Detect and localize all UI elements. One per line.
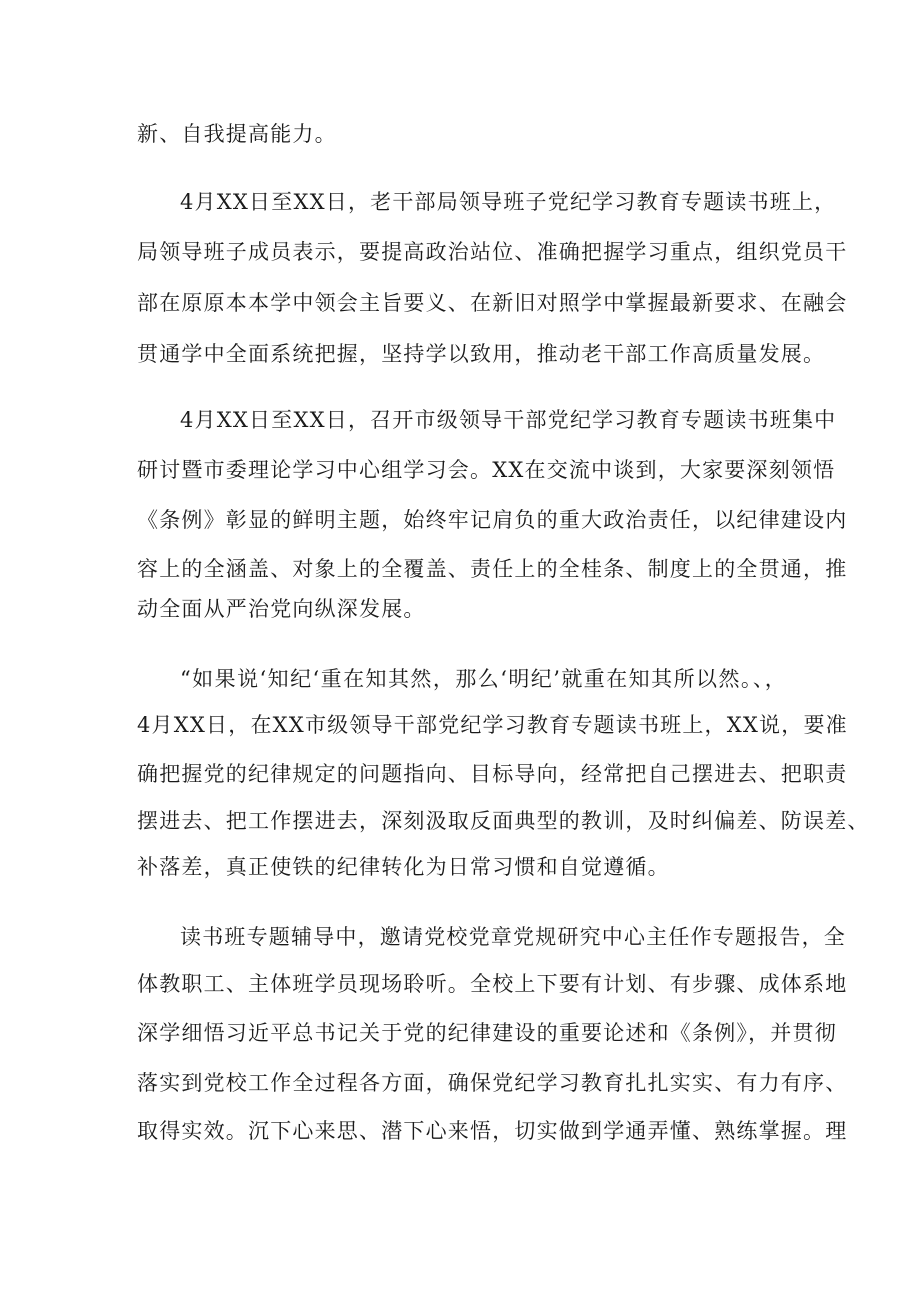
paragraph-4-line-1: “如果说‘知纪‘重在知其然，那么‘明纪’就重在知其所以然。、，	[180, 667, 787, 691]
paragraph-3-line-3: 《条例》彰显的鲜明主题，始终牢记肩负的重大政治责任，以纪律建设内	[137, 508, 848, 532]
paragraph-3-line-2: 研讨暨市委理论学习中心组学习会。XX在交流中谈到，大家要深刻领悟	[137, 458, 836, 482]
paragraph-2-line-3: 部在原原本本学中领会主旨要义、在新旧对照学中掌握最新要求、在融会	[137, 291, 848, 315]
paragraph-5-line-3: 深学细悟习近平总书记关于党的纪律建设的重要论述和《条例》，并贯彻	[137, 1021, 837, 1045]
paragraph-2-line-4: 贯通学中全面系统把握，坚持学以致用，推动老干部工作高质量发展。	[137, 342, 826, 366]
paragraph-5-line-5: 取得实效。沉下心来思、潜下心来悟，切实做到学通弄懂、熟练掌握。理	[137, 1119, 848, 1143]
paragraph-3-line-1: 4月XX日至XX日，召开市级领导干部党纪学习教育专题读书班集中	[180, 408, 837, 432]
paragraph-4-line-2: 4月XX日，在XX市级领导干部党纪学习教育专题读书班上，XX说，要准	[137, 713, 848, 737]
paragraph-4-line-4: 摆进去、把工作摆进去，深刻汲取反面典型的教训，及时纠偏差、防误差、	[137, 809, 870, 833]
paragraph-2-line-1: 4月XX日至XX日，老干部局领导班子党纪学习教育专题读书班上，	[180, 190, 837, 214]
paragraph-5-line-2: 体教职工、主体班学员现场聆听。全校上下要有计划、有步骤、成体系地	[137, 972, 848, 996]
paragraph-2-line-2: 局领导班子成员表示，要提高政治站位、准确把握学习重点，组织党员干	[137, 240, 848, 264]
paragraph-4-line-3: 确把握党的纪律规定的问题指向、目标导向，经常把自己摆进去、把职责	[137, 762, 848, 786]
paragraph-5-line-4: 落实到党校工作全过程各方面，确保党纪学习教育扎扎实实、有力有序、	[137, 1071, 848, 1095]
paragraph-4-line-5: 补落差，真正使铁的纪律转化为日常习惯和自觉遵循。	[137, 855, 670, 879]
paragraph-1-line-1: 新、自我提高能力。	[137, 122, 337, 146]
paragraph-3-line-5: 动全面从严治党向纵深发展。	[137, 597, 426, 621]
paragraph-5-line-1: 读书班专题辅导中，邀请党校党章党规研究中心主任作专题报告，全	[180, 925, 846, 949]
paragraph-3-line-4: 容上的全涵盖、对象上的全覆盖、责任上的全桂条、制度上的全贯通，推	[137, 557, 848, 581]
